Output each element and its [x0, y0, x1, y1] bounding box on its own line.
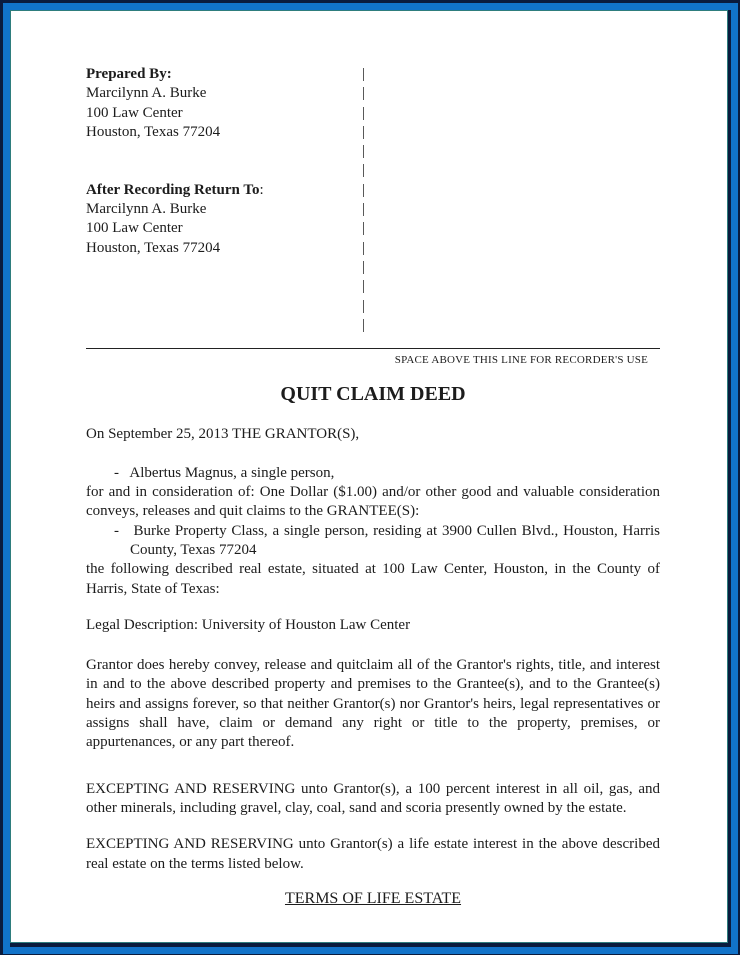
- page-border-hairline: [10, 10, 728, 943]
- header-block: [86, 65, 660, 335]
- header-row-return-name: [86, 200, 660, 219]
- page-border-blue: [3, 3, 738, 954]
- paragraph-consideration: for and in consideration of: One Dollar ($1.00) and/or other good and valuable consideration conveys, releases and quit claims to the GRANTEE(S):: [86, 484, 660, 520]
- paragraph-legal-description: Legal Description: University of Houston Law Center: [86, 616, 411, 633]
- return-name: Marcilynn A. Burke: [86, 201, 207, 218]
- header-row-return-to: After Recording Return To: |: [86, 181, 660, 200]
- recorder-use-note: SPACE ABOVE THIS LINE FOR RECORDER'S USE: [394, 354, 648, 367]
- document-title: QUIT CLAIM DEED: [280, 383, 466, 406]
- header-row-preparer-city: [86, 123, 660, 142]
- vertical-bar: |: [362, 104, 366, 121]
- terms-of-life-estate-heading: TERMS OF LIFE ESTATE: [284, 889, 462, 907]
- header-row-return-street: [86, 219, 660, 238]
- grantee-list-item: - Burke Property Class, a single person, residing at 3900 Cullen Blvd., Houston, Harris County, Texas 77204: [114, 522, 660, 558]
- header-row-blank: [86, 161, 660, 180]
- page-border-inner: [10, 10, 731, 947]
- vertical-bar: |: [362, 278, 366, 295]
- header-row-preparer-street: [86, 104, 660, 123]
- header-row-blank: [86, 142, 660, 161]
- prepared-by-label: Prepared By:: [86, 66, 172, 82]
- vertical-bar: |: [362, 239, 366, 256]
- header-row-blank: [86, 316, 660, 335]
- paragraph-grantor-intro: On September 25, 2013 THE GRANTOR(S),: [86, 426, 360, 443]
- paragraph-property-clause: the following described real estate, situated at 100 Law Center, Houston, in the County of Harris, State of Texas:: [86, 561, 660, 597]
- return-street: 100 Law Center: [86, 220, 183, 237]
- vertical-bar: |: [362, 220, 366, 237]
- return-city: Houston, Texas 77204: [86, 239, 221, 256]
- grantor-list-item: - Albertus Magnus, a single person,: [114, 464, 335, 481]
- paragraph-excepting-minerals: EXCEPTING AND RESERVING unto Grantor(s), a 100 percent interest in all oil, gas, and other minerals, including gravel, clay, coal, sand and scoria presently owned by the estate.: [86, 780, 660, 816]
- preparer-street: 100 Law Center: [86, 104, 183, 121]
- return-to-label: After Recording Return To: [86, 181, 260, 198]
- vertical-bar: |: [362, 297, 366, 314]
- paragraph-conveyance: Grantor does hereby convey, release and quitclaim all of the Grantor's rights, title, and interest in and to the above described property and premises to the Grantee(s), and to the Grantee(s) heirs and assigns forever, so that neither Grantor(s) nor Grantor's heirs, legal representatives or assigns shall have, claim or demand any right or title to the property, premises, or appurtenances, or any part thereof.: [86, 657, 660, 751]
- vertical-bar: |: [362, 123, 366, 140]
- header-row-preparer-name: [86, 84, 660, 103]
- vertical-bar: |: [362, 143, 366, 160]
- vertical-bar: |: [362, 316, 366, 333]
- paragraph-excepting-life-estate: EXCEPTING AND RESERVING unto Grantor(s) a life estate interest in the above described real estate on the terms listed below.: [86, 836, 660, 872]
- vertical-bar: |: [362, 201, 366, 218]
- header-row-blank: [86, 258, 660, 277]
- header-row-blank: [86, 297, 660, 316]
- vertical-bar: |: [362, 258, 366, 275]
- vertical-bar: |: [362, 162, 366, 179]
- recorder-separator-line: [86, 348, 660, 349]
- document-content: [11, 11, 727, 942]
- vertical-bar: |: [362, 181, 366, 198]
- preparer-city: Houston, Texas 77204: [86, 123, 221, 140]
- header-row-blank: [86, 277, 660, 296]
- header-row-return-city: [86, 239, 660, 258]
- vertical-bar: |: [362, 85, 366, 102]
- header-row-prepared-by: [86, 65, 660, 84]
- preparer-name: Marcilynn A. Burke: [86, 85, 207, 102]
- vertical-bar: |: [362, 66, 366, 82]
